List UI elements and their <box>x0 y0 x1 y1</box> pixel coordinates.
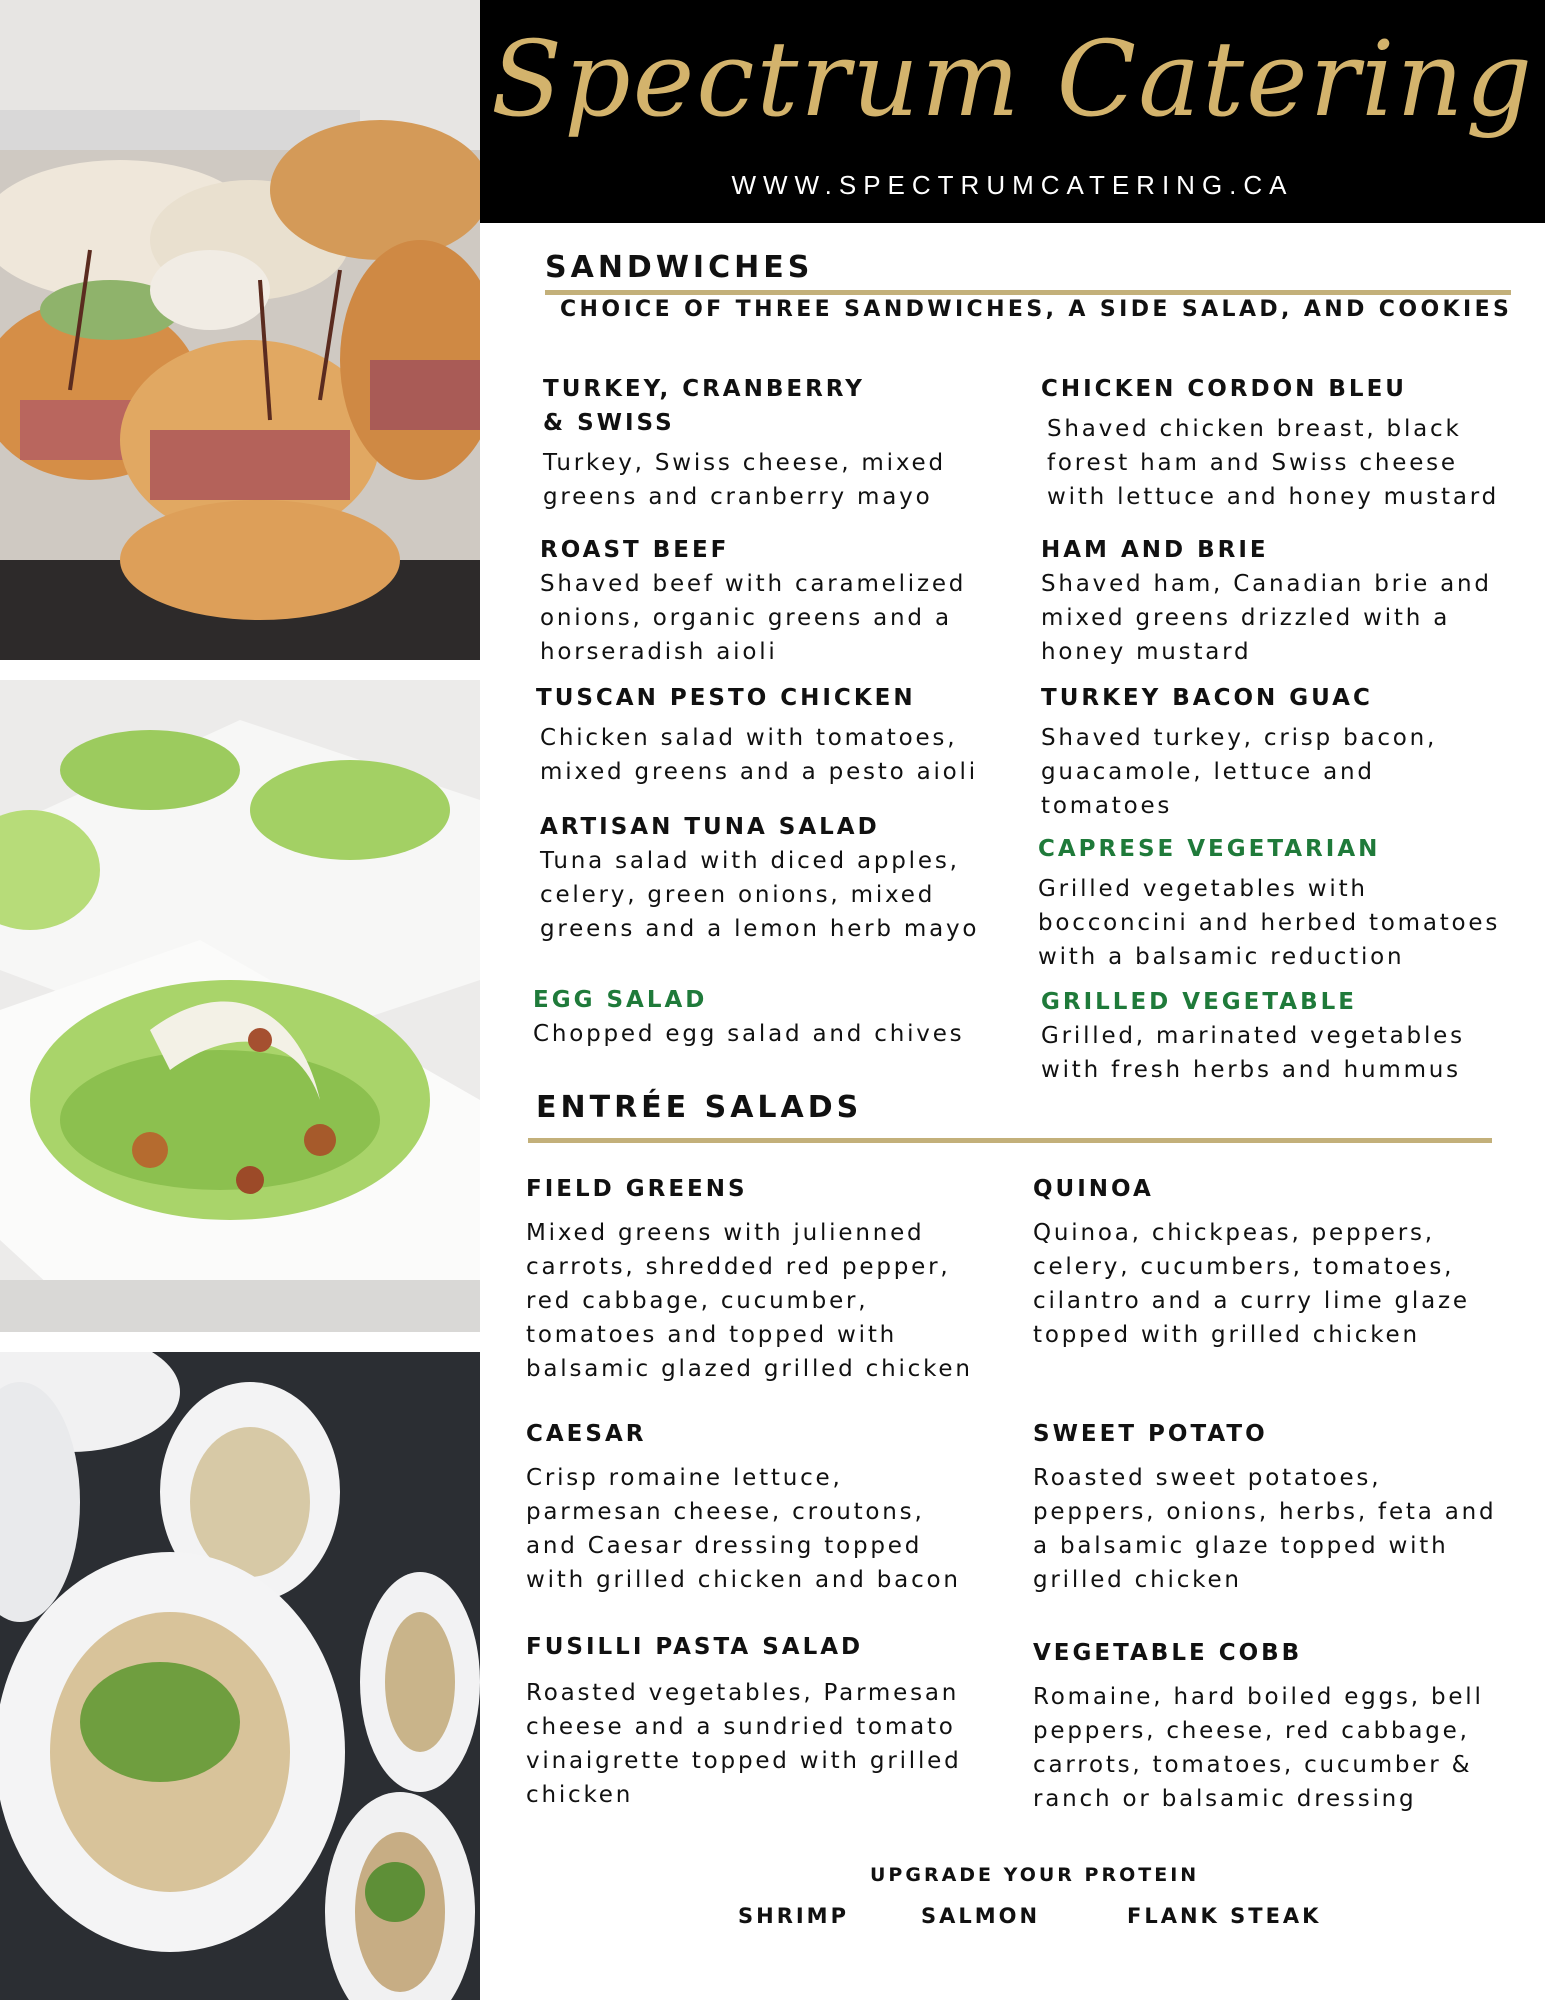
item-name: FIELD GREENS <box>526 1176 748 1202</box>
item-description: Romaine, hard boiled eggs, bell peppers, cheese, red cabbage, carrots, tomatoes, cucumber & ranch or balsamic dressing <box>1033 1684 1484 1812</box>
item-name: ROAST BEEF <box>540 537 730 563</box>
item-name: CAESAR <box>526 1421 647 1447</box>
item-description: Tuna salad with diced apples, celery, green onions, mixed greens and a lemon herb mayo <box>540 848 980 942</box>
item-description: Shaved turkey, crisp bacon, guacamole, lettuce and tomatoes <box>1041 725 1438 819</box>
salads-divider <box>528 1138 1492 1143</box>
item-description: Chicken salad with tomatoes, mixed greens and a pesto aioli <box>540 725 978 785</box>
menu-item <box>1041 533 1521 669</box>
item-description: Shaved ham, Canadian brie and mixed greens drizzled with a honey mustard <box>1041 571 1492 665</box>
item-name: TURKEY BACON GUAC <box>1041 685 1373 711</box>
item-name: CAPRESE VEGETARIAN <box>1038 836 1381 862</box>
item-name: ARTISAN TUNA SALAD <box>540 814 880 840</box>
item-name: FUSILLI PASTA SALAD <box>526 1634 864 1660</box>
brand-logo: Spectrum Catering <box>490 18 1535 140</box>
salads-heading: ENTRÉE SALADS <box>536 1090 863 1125</box>
sandwich-platter-photo <box>0 0 480 660</box>
menu-item <box>1041 681 1521 823</box>
item-name: VEGETABLE COBB <box>1033 1640 1303 1666</box>
sandwiches-subtitle: CHOICE OF THREE SANDWICHES, A SIDE SALAD, AND COOKIES <box>560 297 1513 322</box>
item-name: TUSCAN PESTO CHICKEN <box>536 685 916 711</box>
item-description: Grilled vegetables with bocconcini and herbed tomatoes with a balsamic reduction <box>1038 876 1501 970</box>
item-name: HAM AND BRIE <box>1041 537 1269 563</box>
item-description: Quinoa, chickpeas, peppers, celery, cucumbers, tomatoes, cilantro and a curry lime glaze topped with grilled chicken <box>1033 1220 1470 1348</box>
upgrade-protein-heading: UPGRADE YOUR PROTEIN <box>870 1864 1200 1886</box>
item-name: CHICKEN CORDON BLEU <box>1041 376 1407 402</box>
menu-item <box>540 810 1010 946</box>
sandwiches-divider <box>545 290 1511 295</box>
menu-item <box>536 681 1006 789</box>
caesar-salad-photo <box>0 680 480 1332</box>
menu-item <box>1033 1636 1523 1816</box>
menu-item-vegetarian <box>1041 985 1521 1087</box>
menu-item <box>1033 1172 1523 1352</box>
item-name: TURKEY, CRANBERRY & SWISS <box>543 376 865 436</box>
item-description: Shaved beef with caramelized onions, organic greens and a horseradish aioli <box>540 571 967 665</box>
menu-item-vegetarian <box>1038 832 1518 974</box>
item-description: Shaved chicken breast, black forest ham and Swiss cheese with lettuce and honey mustard <box>1047 416 1499 510</box>
brand-header <box>480 0 1545 223</box>
item-name: SWEET POTATO <box>1033 1421 1268 1447</box>
menu-item <box>540 533 1010 669</box>
protein-option-salmon: SALMON <box>921 1904 1041 1928</box>
website-link[interactable]: WWW.SPECTRUMCATERING.CA <box>731 170 1294 200</box>
item-name: EGG SALAD <box>533 987 708 1013</box>
item-description: Turkey, Swiss cheese, mixed greens and cranberry mayo <box>543 450 946 510</box>
menu-item <box>526 1172 1006 1386</box>
item-description: Grilled, marinated vegetables with fresh herbs and hummus <box>1041 1023 1465 1083</box>
item-description: Mixed greens with julienned carrots, shredded red pepper, red cabbage, cucumber, tomatoes and topped with balsamic glazed grilled chicken <box>526 1220 973 1382</box>
protein-option-flank-steak: FLANK STEAK <box>1127 1904 1322 1928</box>
protein-option-shrimp: SHRIMP <box>738 1904 849 1928</box>
sandwiches-heading: SANDWICHES <box>545 250 814 285</box>
item-name: QUINOA <box>1033 1176 1154 1202</box>
pasta-salad-photo <box>0 1352 480 2000</box>
item-description: Roasted vegetables, Parmesan cheese and a sundried tomato vinaigrette topped with grilled chicken <box>526 1680 962 1808</box>
menu-item <box>1041 372 1521 514</box>
menu-item <box>526 1417 1006 1597</box>
item-description: Chopped egg salad and chives <box>533 1021 965 1047</box>
item-description: Roasted sweet potatoes, peppers, onions, herbs, feta and a balsamic glaze topped with grilled chicken <box>1033 1465 1497 1593</box>
menu-item-vegetarian <box>533 983 1003 1051</box>
menu-item <box>1033 1417 1523 1597</box>
item-description: Crisp romaine lettuce, parmesan cheese, croutons, and Caesar dressing topped with grilled chicken and bacon <box>526 1465 961 1593</box>
menu-item <box>543 372 1013 514</box>
item-name: GRILLED VEGETABLE <box>1041 989 1357 1015</box>
menu-item <box>526 1630 1006 1812</box>
